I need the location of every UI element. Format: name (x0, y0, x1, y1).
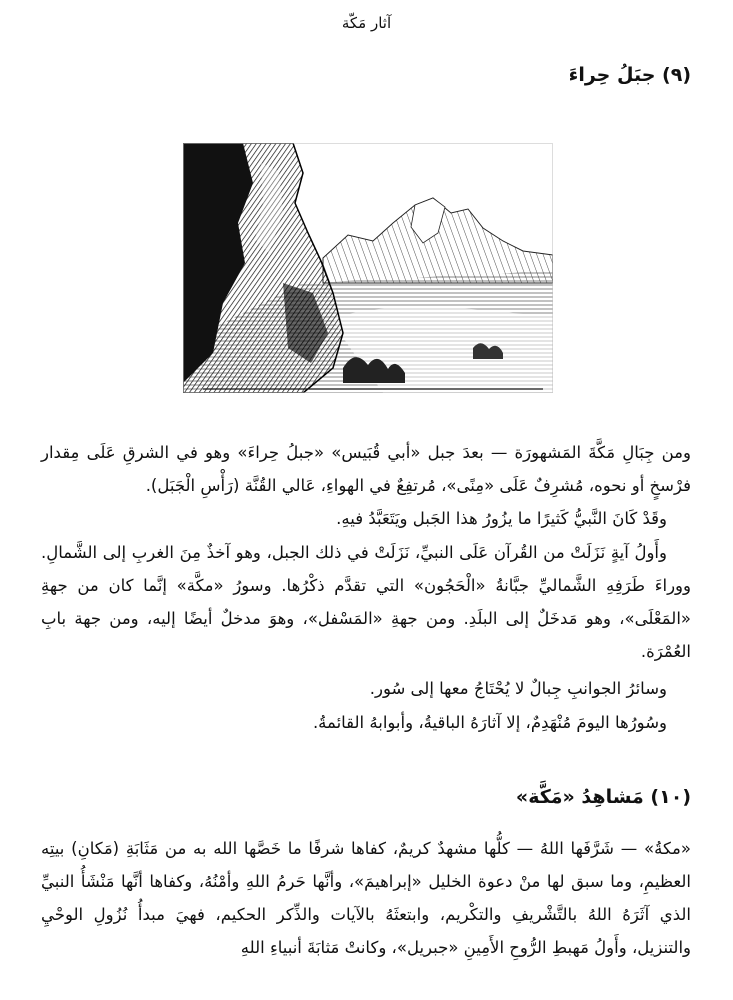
paragraph: وقَدْ كَانَ النَّبيُّ كَثيرًا ما يزُورُ هذا الجَبل ويَتَعَبَّدُ فيهِ. (336, 509, 667, 528)
mountain-landscape-engraving-icon (183, 143, 553, 393)
paragraph: وسائرُ الجوانبِ جِبالٌ لا يُحْتَاجُ معها إلى سُور. (369, 679, 667, 698)
section-10-heading: (١٠) مَشاهِدُ «مَكَّة» (515, 786, 691, 808)
paragraph: وسُورُها اليومَ مُنْهَدِمٌ، إلا آثارَهُ الباقيةُ، وأبوابهُ القائمةُ. (312, 713, 667, 732)
running-header: آثار مَكّة (341, 14, 392, 32)
section-9-heading: (٩) جبَلُ حِراءَ (568, 64, 691, 86)
paragraph: وأَولُ آيةٍ نَزَلَتْ من القُرآن عَلَى النبيِّ، نَزَلَتْ في ذلك الجبل، وهو آخذٌ مِنَ الغربِ إلى الشَّمالِ. ووراءَ طَرَفِهِ الشَّماليِّ جبَّانةُ «الْحَجُون» التي تقدَّم ذكْرُها. وسورُ «مكَّة» إنَّما كان من جهةِ «المَعْلَى»، وهو مَدخَلٌ إلى البلَدِ. ومن جهةِ «المَسْفل»، وهوَ مدخلٌ أيضًا إليه، ومن جهة بابِ العُمْرَة. (41, 543, 691, 661)
paragraph: «مكةُ» — شَرَّفَها اللهُ — كلُّها مشهدٌ كريمٌ، كفاها شرفًا ما خَصَّها الله به من مَثَابَةِ (مَكانِ) بيتِه العظيمِ، وما سبق لها منْ دعوة الخليل «إبراهيمَ»، وأنَّها حَرمُ اللهِ وأمْنُهُ، وكفاها أنَّها مَنْشَأُ النبيِّ الذي آثَرَهُ اللهُ بالتَّشْريفِ والتكْريم، وابتعثَهُ بالآيات والذِّكر الحكيم، فهيَ مبدأُ نُزُولِ الوحْيِ والتنزيل، وأَولُ مَهبطِ الرُّوحِ الأَمِينِ «جبريل»، وكانتْ مَثابَةَ أنبياءِ اللهِ (41, 839, 691, 957)
paragraph: ومن جِبَالِ مَكَّةَ المَشهورَة — بعدَ جبل «أبي قُبَيس» «جبلُ حِراءَ» وهو في الشرقِ عَلَى مِقدار فرْسخٍ أو نحوه، مُشرِفٌ عَلَى «مِنًى»، مُرتفِعٌ في الهواءِ، عَالي القُنَّة (رَأْسِ الْجَبَل). (41, 443, 691, 495)
